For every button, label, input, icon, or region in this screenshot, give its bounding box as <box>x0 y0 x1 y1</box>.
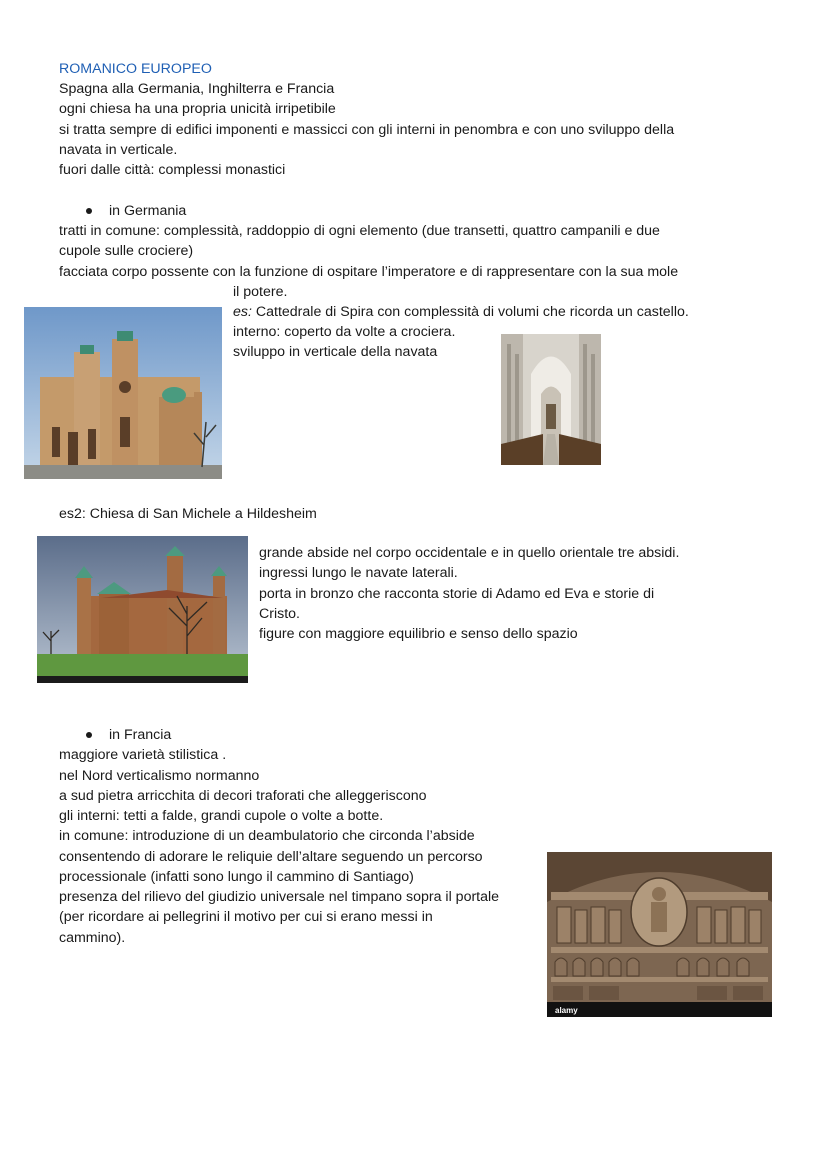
cathedral-spira-exterior-image <box>24 307 222 479</box>
intro-line: Spagna alla Germania, Inghilterra e Francia <box>59 81 335 97</box>
france-line: maggiore varietà stilistica . <box>59 747 227 763</box>
spira-line: sviluppo in verticale della navata <box>233 344 438 360</box>
example-2-heading: es2: Chiesa di San Michele a Hildesheim <box>59 506 317 522</box>
spira-line: interno: coperto da volte a crociera. <box>233 324 456 340</box>
bullet-icon <box>86 732 92 738</box>
germany-line: cupole sulle crociere) <box>59 243 194 259</box>
page-title: ROMANICO EUROPEO <box>59 61 212 77</box>
hildesheim-line: grande abside nel corpo occidentale e in quello orientale tre absidi. <box>259 545 680 561</box>
germany-line: facciata corpo possente con la funzione di ospitare l’imperatore e di rappresentare con la sua mole <box>59 264 679 280</box>
hildesheim-line: figure con maggiore equilibrio e senso dello spazio <box>259 626 578 642</box>
france-line: gli interni: tetti a falde, grandi cupole o volte a botte. <box>59 808 384 824</box>
bullet-icon <box>86 208 92 214</box>
watermark-text: alamy <box>555 1006 578 1015</box>
france-line: a sud pietra arricchita di decori traforati che alleggeriscono <box>59 788 427 804</box>
intro-line: fuori dalle città: complessi monastici <box>59 162 286 178</box>
church-hildesheim-image <box>37 536 248 683</box>
intro-line: ogni chiesa ha una propria unicità irripetibile <box>59 101 336 117</box>
france-line: in comune: introduzione di un deambulatorio che circonda l’abside <box>59 828 475 844</box>
section-heading-france: in Francia <box>109 727 172 743</box>
hildesheim-line: Cristo. <box>259 606 300 622</box>
spira-example <box>233 302 689 322</box>
example-prefix: es: <box>233 304 252 320</box>
cathedral-spira-interior-image <box>501 334 601 465</box>
intro-line: si tratta sempre di edifici imponenti e massicci con gli interni in penombra e con uno sviluppo della <box>59 122 675 138</box>
example-text: Cattedrale di Spira con complessità di volumi che ricorda un castello. <box>251 304 689 320</box>
hildesheim-line: porta in bronzo che racconta storie di Adamo ed Eva e storie di <box>259 586 655 602</box>
france-line: presenza del rilievo del giudizio universale nel timpano sopra il portale <box>59 889 500 905</box>
france-line: consentendo di adorare le reliquie dell’altare seguendo un percorso <box>59 849 483 865</box>
germany-line: il potere. <box>233 284 288 300</box>
intro-line: navata in verticale. <box>59 142 178 158</box>
france-line: processionale (infatti sono lungo il cammino di Santiago) <box>59 869 414 885</box>
germany-line: tratti in comune: complessità, raddoppio di ogni elemento (due transetti, quattro campanili e due <box>59 223 660 239</box>
section-heading-germany: in Germania <box>109 203 187 219</box>
hildesheim-line: ingressi lungo le navate laterali. <box>259 565 458 581</box>
france-line: nel Nord verticalismo normanno <box>59 768 260 784</box>
tympanum-relief-image <box>547 852 772 1017</box>
france-line: (per ricordare ai pellegrini il motivo per cui si erano messi in <box>59 909 433 925</box>
france-line: cammino). <box>59 930 126 946</box>
